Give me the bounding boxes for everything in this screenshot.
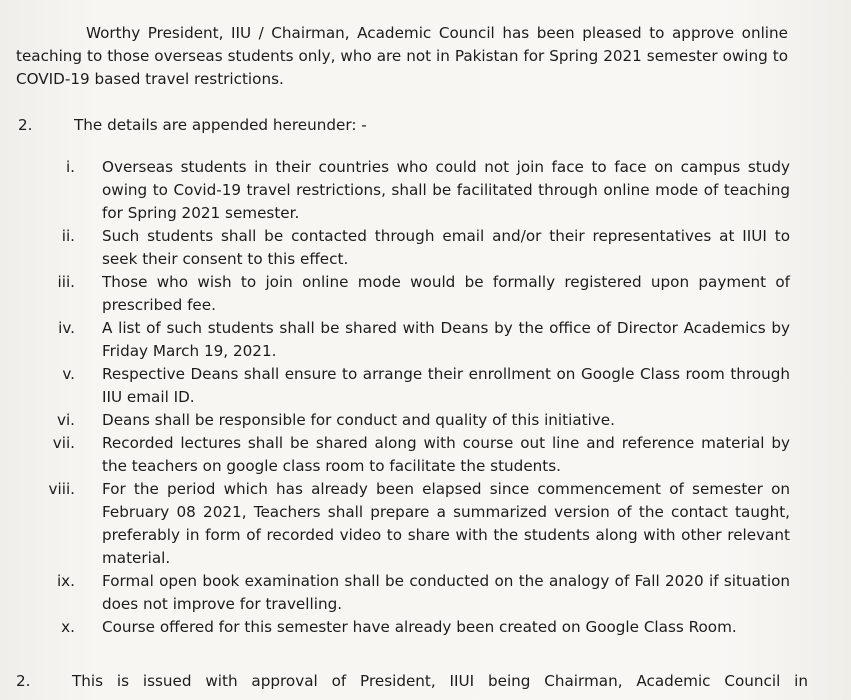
closing-text: This is issued with approval of President, IIUI being Chairman, Academic Council in (72, 672, 808, 690)
list-item (0, 363, 851, 409)
list-item-number: iii. (57, 273, 75, 291)
list-item-number: ii. (61, 227, 75, 245)
intro-paragraph: Worthy President, IIU / Chairman, Academic Council has been pleased to approve online teaching to those overseas students only, who are not in Pakistan for Spring 2021 semester owing to COVID-19 based travel restrictions. (16, 24, 788, 88)
list-item-number: vi. (56, 411, 75, 429)
list-item (0, 478, 851, 570)
list-item (0, 156, 851, 225)
closing-number: 2. (16, 672, 31, 690)
list-item-text: Recorded lectures shall be shared along with course out line and reference material by the teachers on google class room to facilitate the students. (102, 434, 790, 475)
list-item (0, 432, 851, 478)
list-item-text: Such students shall be contacted through email and/or their representatives at IIUI to seek their consent to this effect. (102, 227, 790, 268)
list-item (0, 317, 851, 363)
list-item-text: Deans shall be responsible for conduct and quality of this initiative. (102, 411, 615, 429)
list-item-text: Formal open book examination shall be conducted on the analogy of Fall 2020 if situation does not improve for travelling. (102, 572, 790, 613)
section-2-number: 2. (18, 116, 33, 134)
closing-paragraph (16, 670, 806, 693)
list-item (0, 409, 851, 432)
list-item-number: ix. (56, 572, 75, 590)
list-item (0, 225, 851, 271)
list-item-number: x. (61, 618, 75, 636)
list-item-text: Those who wish to join online mode would be formally registered upon payment of prescribed fee. (102, 273, 790, 314)
list-item-number: v. (62, 365, 75, 383)
list-item-text: Overseas students in their countries who could not join face to face on campus study owing to Covid-19 travel restrictions, shall be facilitated through online mode of teaching for Spring 2021 semester. (102, 158, 790, 222)
details-list (0, 156, 851, 639)
list-item-number: vii. (52, 434, 75, 452)
list-item-text: For the period which has already been elapsed since commencement of semester on February 08 2021, Teachers shall prepare a summarized version of the contact taught, preferably in form of recorded video to share with the students along with other relevant material. (102, 480, 790, 567)
list-item-number: viii. (48, 480, 75, 498)
list-item-text: Course offered for this semester have already been created on Google Class Room. (102, 618, 737, 636)
list-item (0, 570, 851, 616)
list-item-text: Respective Deans shall ensure to arrange their enrollment on Google Class room through IIU email ID. (102, 365, 790, 406)
list-item (0, 271, 851, 317)
list-item (0, 616, 851, 639)
list-item-text: A list of such students shall be shared with Deans by the office of Director Academics by Friday March 19, 2021. (102, 319, 790, 360)
section-2-heading: The details are appended hereunder: - (74, 116, 367, 134)
list-item-number: i. (65, 158, 75, 176)
list-item-number: iv. (58, 319, 75, 337)
